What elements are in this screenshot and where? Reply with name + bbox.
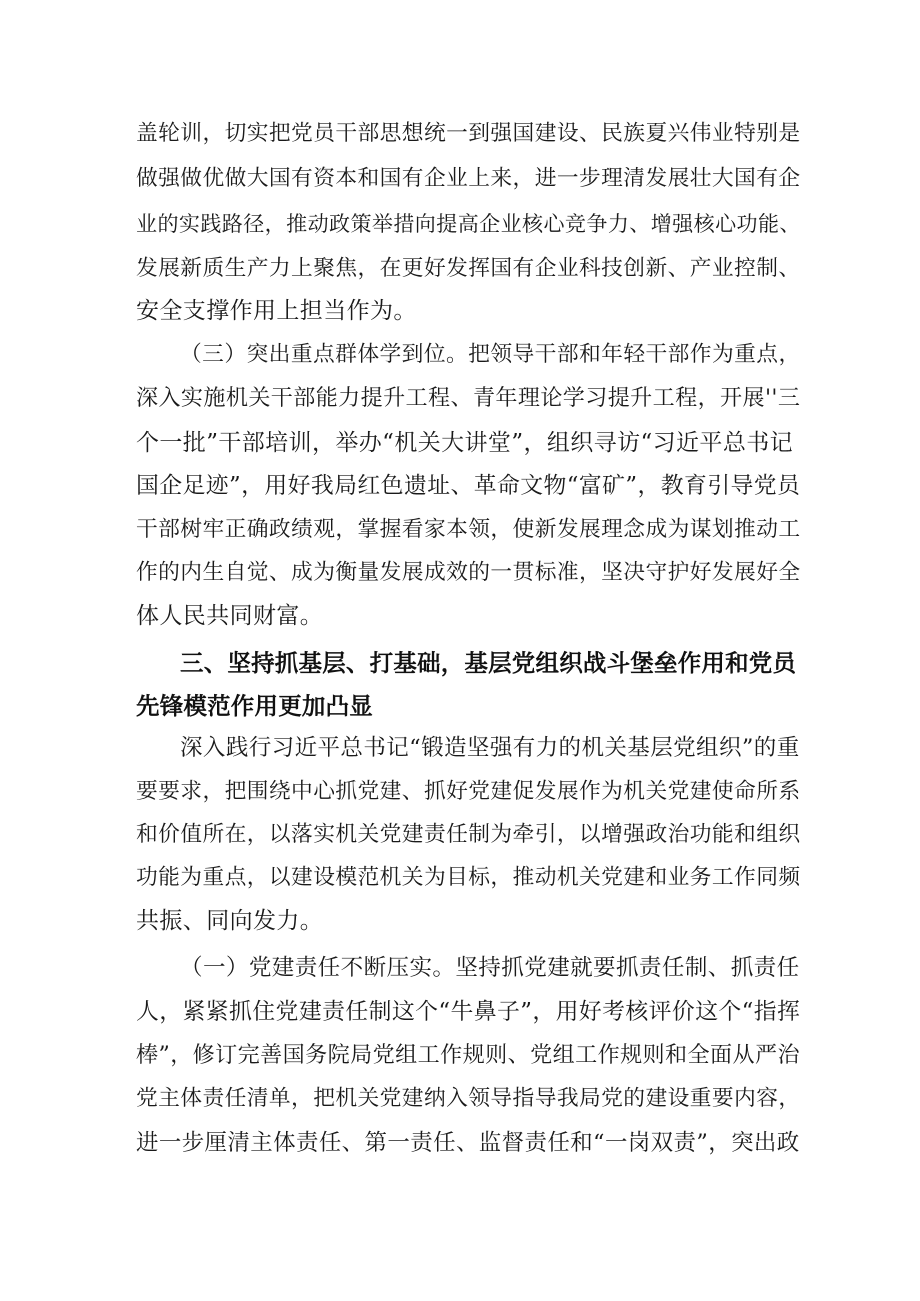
paragraph-first-line: （一）党建责任不断压实。坚持抓党建就要抓责任制、抓责任 — [180, 955, 800, 981]
text-line: 作的内生自觉、成为衡量发展成效的一贯标准，坚决守护好发展好全 — [136, 560, 801, 585]
text-line: 体人民共同财富。 — [136, 603, 324, 629]
section-heading: 三、坚持抓基层、打基础，基层党组织战斗堡垒作用和党员 — [180, 649, 797, 677]
text-line: 做强做优做大国有资本和国有企业上来，进一步理清发展壮大国有企 — [136, 166, 801, 191]
text-line: 党主体责任清单，把机关党建纳入领导指导我局党的建设重要内容， — [136, 1086, 801, 1111]
text-line: 进一步厘清主体责任、第一责任、监督责任和“一岗双责”，突出政 — [136, 1130, 800, 1156]
text-line: 安全支撑作用上担当作为。 — [136, 298, 417, 324]
text-line: 和价值所在，以落实机关党建责任制为牵引，以增强政治功能和组织 — [136, 822, 801, 847]
text-line: 个一批”干部培训，举办“机关大讲堂”，组织寻访“习近平总书记 — [136, 430, 794, 456]
paragraph-first-line: （三）突出重点群体学到位。把领导干部和年轻干部作为重点， — [180, 342, 801, 367]
paragraph-first-line: 深入践行习近平总书记“锻造坚强有力的机关基层党组织”的重 — [180, 735, 800, 761]
text-line: 国企足迹”，用好我局红色遗址、革命文物“富矿”，教育引导党员 — [136, 473, 801, 499]
text-line: 盖轮训，切实把党员干部思想统一到强国建设、民族夏兴伟业特别是 — [136, 121, 801, 146]
section-heading: 先锋模范作用更加凸显 — [136, 692, 373, 720]
text-line: 发展新质生产力上聚焦，在更好发挥国有企业科技创新、产业控制、 — [136, 256, 801, 281]
text-line: 干部树牢正确政绩观，掌握看家本领，使新发展理念成为谋划推动工 — [136, 517, 801, 542]
text-line: 人，紧紧抓住党建责任制这个“牛鼻子”，用好考核评价这个“指挥 — [136, 999, 801, 1025]
text-line: 功能为重点，以建设模范机关为目标，推动机关党建和业务工作同频 — [136, 865, 801, 890]
text-line: 业的实践路径，推动政策举措向提高企业核心竞争力、增强核心功能、 — [136, 211, 801, 236]
text-line: 深入实施机关干部能力提升工程、青年理论学习提升工程，开展''三 — [136, 386, 801, 411]
text-line: 要要求，把围绕中心抓党建、抓好党建促发展作为机关党建使命所系 — [136, 779, 801, 804]
text-line: 棒”，修订完善国务院局党组工作规则、党组工作规则和全面从严治 — [136, 1042, 801, 1068]
text-line: 共振、同向发力。 — [136, 908, 324, 934]
